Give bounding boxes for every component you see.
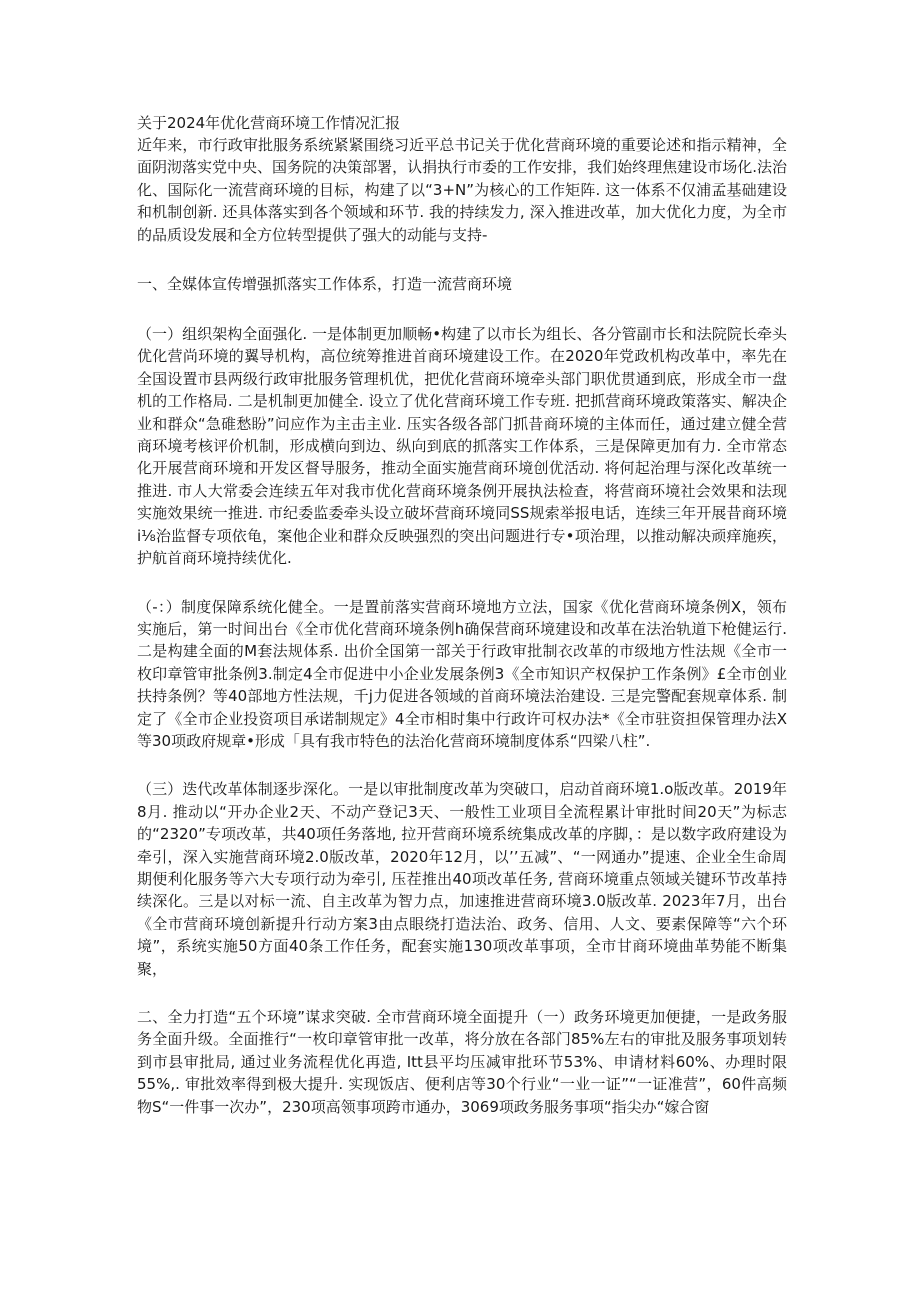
document-page [137,112,787,1118]
paragraph-gap [137,980,787,1006]
paragraph-reform: （三）迭代改革体制逐步深化。一是以审批制度改革为突破口，启动首商环境1.o版改革。2019年8月. 推动以“开办企业2天、不动产登记3天、一般性工业项目全流程累计审批时间20天”为标志的“2320”专项改革，共40项任务落地, 拉开营商环境系统集成改革的序脚，：是以数字政府建设为牵引，深入实施营商环境2.0版改革，2020年12月，以’’五减”、“一网通办”提速、企业全生命周期便利化服务等六大专项行动为牵引, 压茬推出40项改革任务, 营商环境重点领域关键环节改革持续深化。三是以对标一流、自主改革为智力点，加速推进营商环境3.0版改革. 2023年7月，出台《全市营商环境创新提升行动方案3由点眼绕打造法治、政务、信用、人文、要素保障等“六个环境”，系统实施50方面40条工作任务，配套实施130项改革事项，全市甘商环境曲革势能不断集聚， [137,780,787,978]
paragraph-organization: （一）组织架构全面强化. 一是体制更加顺畅•构建了以市长为组长、各分管副市长和法院院长牵头优化营尚环境的翼导机构，高位统筹推进首商环境建设工作。在2020年党政机构改革中，率先在全国设置市县两级行政审批服务管理机优，把优化营商环境牵头部门职优贯通到底，形成全市一盘机的工作格局. 二是机制更加健全. 设立了优化营商环境工作专班. 把抓营商环境政策落实、解决企业和群众“急碓愁盼”问应作为主击主业. 压实各级各部门抓昔商环境的主体而任，通过建立健全营商环境考核评价机制，形成横向到边、纵向到底的抓落实工作体系，三是保障更加有力. 全市常态化开展营商环境和开发区督导服务，推动全面实施营商环境创优活动. 将何起治理与深化改革统一推进. 市人大常委会连续五年对我市优化营商环境条例开展执法检查，将营商环境社会效果和法现实施效果统一推进. 市纪委监委牵头设立破坏营商环境同SS规索举报电话，连续三年开展昔商环境i⅛治监督专项依龟，案他企业和群众反映强烈的突出问题进行专•项治理，以推动解决顽痒施疾，护航首商环境持续优化. [137,325,787,568]
report-title: 关于2024年优化营商环境工作情况汇报 [137,114,401,132]
section-1-heading: 一、全媒体宣传增强抓落实工作体系，打造一流营商环境 [137,275,513,294]
paragraph-institution: （-：）制度保障系统化健全。一是置前落实营商环境地方立法，国家《优化营商环境条例X，领布实施后，第一时间出台《全市优化营商环境条例h确保营商环境建设和改革在法治轨道下枪健运行. 二是构建全面的M套法规体系. 出价全国第一部关于行政审批制衣改革的市级地方性法规《全市一枚印章管审批条例3.制定4全市促进中小企业发展条例3《全市知识产权保护工作条例》£全市创业扶持条例？等40部地方性法规，千j力促进各领域的首商环境法治建设. 三是完警配套规章体系. 制定了《全市企业投资项目承诺制规定》4全市相时集中行政许可权办法*《全市驻资担保管理办法X等30项政府规章•形成「具有我市特色的法治化营商环境制度体系“四梁八柱”. [137,597,787,750]
intro-paragraph: 近年来，市行政审批服务系统紧紧围绕习近平总书记关于优化营商环境的重要论述和指示精神，全面阴沏落实党中央、国务院的决策部署，认捐执行市委的工作安排，我们始终理焦建设市场化.法治化、国际化一流营商环境的目标，构建了以“3+N”为核心的工作矩阵. 这一体系不仅浦孟基础建设和机制创新. 还具体落实到各个领域和环节. 我的持续发力, 深入推进改革，加大优化力度，为全市的品质设发展和全方位转型提供了强大的动能与支持- [137,136,787,244]
paragraph-gap [137,752,787,778]
paragraph-section-2: 二、全力打造“五个环境”谋求突破. 全市营商环境全面提升（一）政务环境更加便捷，一是政务服务全面升级。全面推行“一枚印章管审批一改革，将分放在各部门85%左右的审批及服务事项划转到市县审批局, 通过业务流程优化再造, Itt县平均压减审批环节53%、申请材料60%、办理时限55%,. 审批效率得到极大提升. 实现饭店、便利店等30个行业“一业一证”“一证准营”，60件高频物S“一件事一次办”，230项高领事项跨市通办，3069项政务服务事项“指尖办“嫁合窗 [137,1008,787,1116]
paragraph-gap [137,570,787,596]
paragraph-gap [137,295,787,323]
paragraph-gap [137,246,787,273]
